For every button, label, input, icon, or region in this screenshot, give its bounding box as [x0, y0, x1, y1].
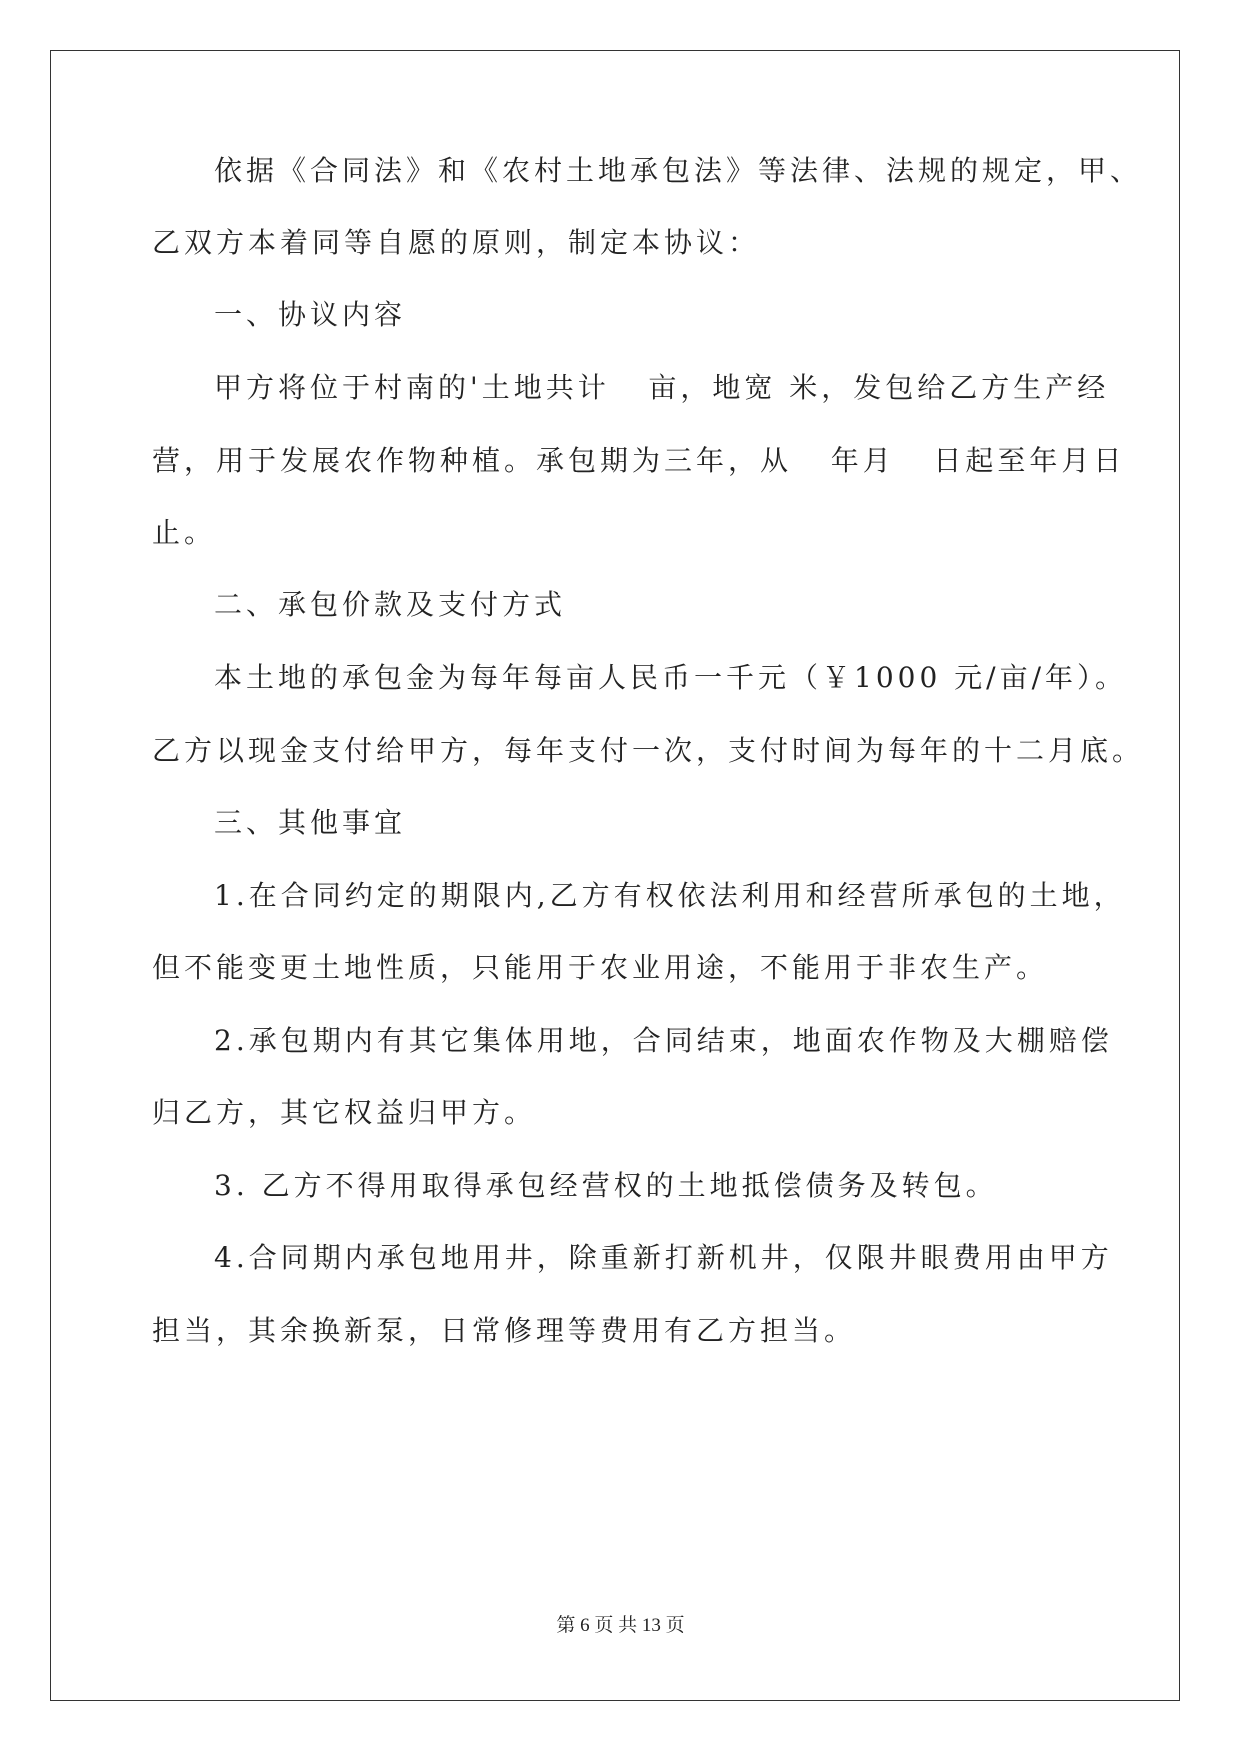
section-heading: 一、协议内容: [214, 298, 407, 331]
paragraph-line: 止。: [152, 516, 217, 549]
paragraph-line: 归乙方，其它权益归甲方。: [152, 1096, 537, 1129]
page-number-footer: 第 6 页 共 13 页: [556, 1615, 685, 1636]
paragraph-line: 2.承包期内有其它集体用地，合同结束，地面农作物及大棚赔偿: [214, 1024, 1113, 1057]
paragraph-line: 4.合同期内承包地用井，除重新打新机井，仅限井眼费用由甲方: [214, 1241, 1113, 1274]
paragraph-line: 乙双方本着同等自愿的原则，制定本协议：: [152, 226, 761, 259]
paragraph-line: 担当，其余换新泵，日常修理等费用有乙方担当。: [152, 1314, 857, 1347]
paragraph-line: 但不能变更土地性质，只能用于农业用途，不能用于非农生产。: [152, 951, 1049, 984]
paragraph-line: 1.在合同约定的期限内,乙方有权依法利用和经营所承包的土地，: [214, 879, 1126, 912]
paragraph-line: 3. 乙方不得用取得承包经营权的土地抵偿债务及转包。: [214, 1169, 998, 1202]
paragraph-line: 营，用于发展农作物种植。承包期为三年，从 年月 日起至年月日: [152, 444, 1126, 477]
paragraph-line: 甲方将位于村南的'土地共计 亩，地宽 米，发包给乙方生产经: [214, 371, 1110, 404]
section-heading: 二、承包价款及支付方式: [214, 588, 567, 621]
paragraph-line: 依据《合同法》和《农村土地承包法》等法律、法规的规定，甲、: [214, 154, 1143, 187]
paragraph-line: 本土地的承包金为每年每亩人民币一千元（￥1000 元/亩/年）。: [214, 661, 1128, 694]
paragraph-line: 乙方以现金支付给甲方，每年支付一次，支付时间为每年的十二月底。: [152, 734, 1145, 767]
section-heading: 三、其他事宜: [214, 806, 407, 839]
